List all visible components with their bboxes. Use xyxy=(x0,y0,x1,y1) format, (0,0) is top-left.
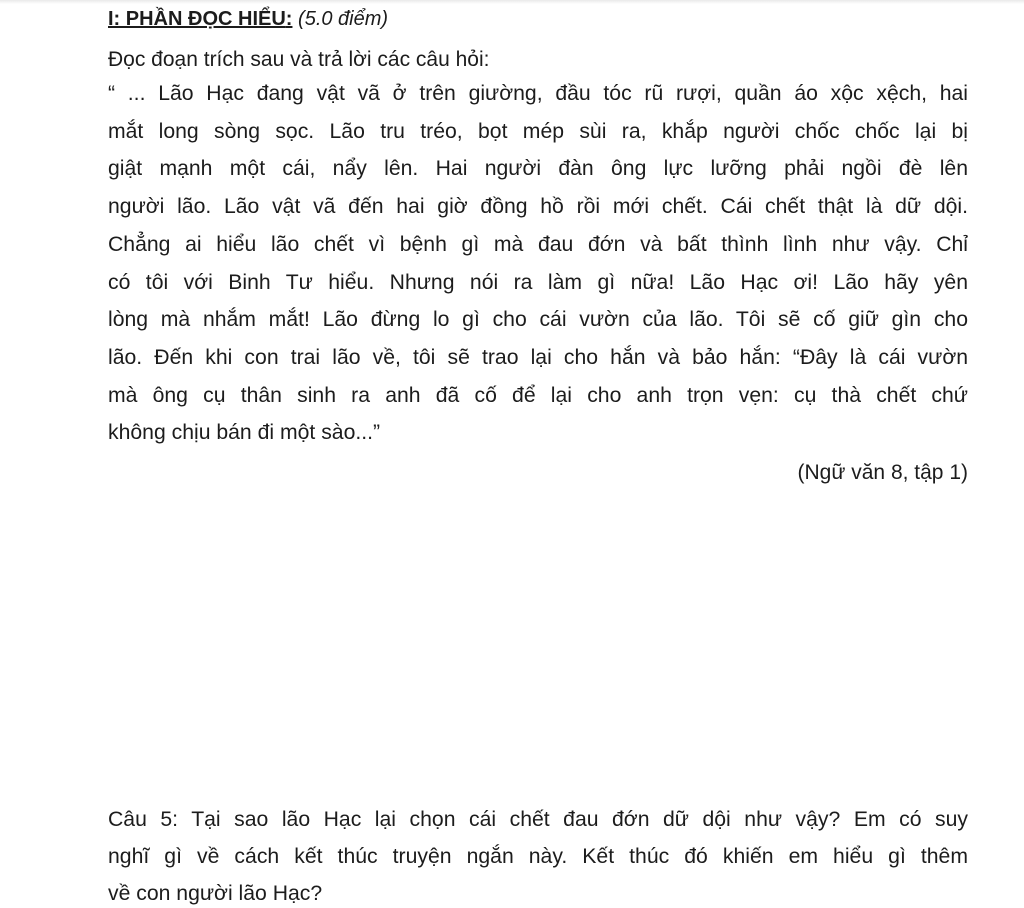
passage-line: không chịu bán đi một sào...” xyxy=(108,421,381,445)
passage-line: mà ông cụ thân sinh ra anh đã cố để lại cho anh trọn vẹn: cụ thà chết chứ xyxy=(108,383,968,407)
passage-excerpt xyxy=(108,75,968,452)
passage-line: lão. Đến khi con trai lão về, tôi sẽ trao lại cho hắn và bảo hắn: “Đây là cái vườn xyxy=(108,345,968,369)
section-score: (5.0 điểm) xyxy=(298,8,389,30)
passage-line: lòng mà nhắm mắt! Lão đừng lo gì cho cái vườn của lão. Tôi sẽ cố giữ gìn cho xyxy=(108,308,968,332)
question-line: về con người lão Hạc? xyxy=(108,882,323,905)
passage-line: giật mạnh một cái, nẩy lên. Hai người đàn ông lực lưỡng phải ngồi đè lên xyxy=(108,157,968,181)
question-5 xyxy=(108,801,968,908)
instruction-text: Đọc đoạn trích sau và trả lời các câu hỏi: xyxy=(108,48,490,71)
passage-line: người lão. Lão vật vã đến hai giờ đồng hồ rồi mới chết. Cái chết thật là dữ dội. xyxy=(108,195,968,219)
question-line: nghĩ gì về cách kết thúc truyện ngắn này. Kết thúc đó khiến em hiểu gì thêm xyxy=(108,845,968,868)
page-top-edge xyxy=(0,0,1024,4)
section-label: I: PHẦN ĐỌC HIỂU xyxy=(108,8,286,30)
passage-citation: (Ngữ văn 8, tập 1) xyxy=(797,461,968,485)
passage-line: có tôi với Binh Tư hiểu. Nhưng nói ra làm gì nữa! Lão Hạc ơi! Lão hãy yên xyxy=(108,270,968,294)
passage-line: “ ... Lão Hạc đang vật vã ở trên giường, đầu tóc rũ rượi, quần áo xộc xệch, hai xyxy=(108,82,968,105)
section-colon: : xyxy=(285,8,293,30)
section-heading xyxy=(108,6,968,32)
document-page xyxy=(108,6,968,488)
passage-line: Chẳng ai hiểu lão chết vì bệnh gì mà đau đớn và bất thình lình như vậy. Chỉ xyxy=(108,232,968,256)
passage-line: mắt long sòng sọc. Lão tru tréo, bọt mép sùi ra, khắp người chốc chốc lại bị xyxy=(108,119,968,143)
question-line: Câu 5: Tại sao lão Hạc lại chọn cái chết đau đớn dữ dội như vậy? Em có suy xyxy=(108,808,968,831)
